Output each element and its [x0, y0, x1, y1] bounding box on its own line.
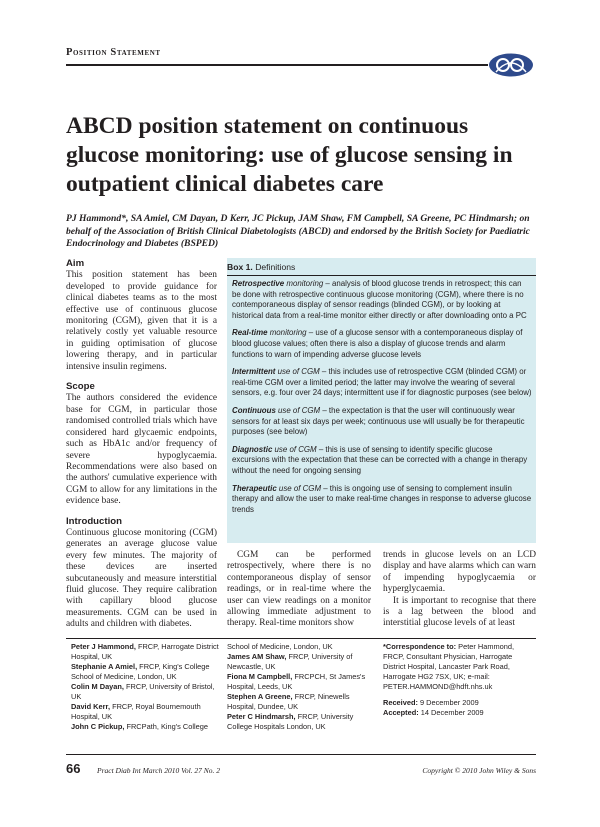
affiliation-entry: James AM Shaw, FRCP, University of Newcastle, UK — [227, 652, 353, 671]
copyright-notice: Copyright © 2010 John Wiley & Sons — [422, 766, 536, 775]
correspondence-column — [383, 642, 536, 718]
section-label: Position Statement — [66, 47, 161, 58]
definition-item — [232, 484, 532, 516]
right-column — [383, 550, 536, 630]
affiliation-entry: David Kerr, FRCP, Royal Bournemouth Hospital, UK — [71, 702, 201, 721]
correspondence: *Correspondence to: Peter Hammond, FRCP, Consultant Physician, Harrogate District Hospital, Lancaster Park Road, Harrogate HG2 7SX, UK; e-mail: PETER.HAMMOND@hdft.nhs.uk — [383, 642, 515, 691]
definition-term: Continuous — [232, 405, 276, 415]
received-date: Received: 9 December 2009 — [383, 698, 479, 707]
body-paragraph: It is important to recognise that there is a lag between the blood and interstitial glucose levels of at least — [383, 595, 536, 629]
box-title: Definitions — [255, 262, 296, 272]
body-paragraph: CGM can be performed retrospectively, where there is no contemporaneous display of sensor readings, or in real-time where the user can view readings on a monitor allowing immediate adjustment to therapy. Real-time monitors show — [227, 550, 371, 629]
affiliation-entry: Peter J Hammond, FRCP, Harrogate District Hospital, UK — [71, 642, 219, 661]
definition-text: – this is ongoing use of sensing to complement insulin therapy and allow the user to make real-time changes in response to adverse glucose trends — [232, 483, 532, 514]
box-label: Box 1. — [227, 262, 253, 272]
definition-text: – analysis of blood glucose trends in retrospect; this can be done with retrospective continuous glucose monitoring (CGM), where there is no contemporaneous display of sensor readings (blinded CGM), or by looking at historical data from a real-time monitor either directly or after downloading onto a PC — [232, 279, 527, 320]
definition-text: – this includes use of retrospective CGM (blinded CGM) or real-time CGM over a limited period; the latter may involve the wearing of several sensors, e.g. four over 24 days; intermittent use if for diagnostic purposes (see below) — [232, 367, 532, 398]
box-rule — [227, 275, 536, 276]
affiliation-entry: School of Medicine, London, UK — [227, 642, 333, 651]
definition-term: Therapeutic — [232, 483, 277, 493]
scope-text: The authors considered the evidence base for CGM, in particular those randomised controlled trials which have considered hard glycaemic endpoints, such as HbA1c and/or frequency of severe hypoglycaemia. Recommendations were also based on the authors' cumulative experience with CGM to allow for any limitations in the evidence base. — [66, 393, 217, 507]
page-number: 66 — [66, 761, 81, 776]
journal-citation: Pract Diab Int March 2010 Vol. 27 No. 2 — [97, 766, 221, 775]
definition-term-suffix: use of CGM — [275, 405, 321, 415]
definitions-box-heading — [227, 262, 295, 272]
affiliations-rule — [66, 638, 536, 639]
definition-term-suffix: use of CGM — [275, 367, 320, 377]
body-paragraph: trends in glucose levels on an LCD display and have alarms which can warn of impending hypoglycaemia or hyperglycaemia. — [383, 550, 536, 595]
definition-text: – this is use of sensing to identify specific glucose excursions with the expectation that these can be corrected with a change in therapy without the need for ongoing sensing — [232, 444, 528, 475]
definition-item — [232, 445, 532, 477]
definition-term-suffix: monitoring — [284, 279, 324, 288]
definition-term-suffix: use of CGM — [272, 444, 317, 454]
footer-rule — [66, 754, 536, 755]
article-title: ABCD position statement on continuous glucose monitoring: use of glucose sensing in outpatient clinical diabetes care — [66, 113, 513, 197]
definitions-list — [232, 279, 532, 522]
definition-item — [232, 406, 532, 438]
affiliation-entry: Stephen A Greene, FRCP, Ninewells Hospital, Dundee, UK — [227, 692, 350, 711]
header-rule — [66, 64, 488, 66]
introduction-text: Continuous glucose monitoring (CGM) generates an average glucose value every few minutes. The majority of these devices are inserted subcutaneously and measure interstitial fluid glucose. They require calibration with capillary blood glucose measurements. CGM can be used in adults and children with diabetes. — [66, 527, 217, 630]
definition-item — [232, 279, 532, 321]
definition-term-suffix: monitoring — [267, 328, 307, 338]
definition-term: Retrospective — [232, 279, 285, 288]
definition-item — [232, 328, 532, 360]
left-column — [66, 258, 217, 631]
affiliations-column-2 — [227, 642, 377, 732]
affiliation-entry: Stephanie A Amiel, FRCP, King's College School of Medicine, London, UK — [71, 662, 210, 681]
definition-term: Real-time — [232, 328, 268, 338]
author-list: PJ Hammond*, SA Amiel, CM Dayan, D Kerr, JC Pickup, JAM Shaw, FM Campbell, SA Greene, PC Hindmarsh; on behalf of the Association of British Clinical Diabetologists (ABCD) and endorsed by the British Society for Paediatric Endocrinology and Diabetes (BSPED) — [66, 213, 530, 249]
definition-term: Diagnostic — [232, 444, 273, 454]
affiliation-entry: Peter C Hindmarsh, FRCP, University College Hospitals London, UK — [227, 712, 354, 731]
introduction-heading: Introduction — [66, 515, 122, 527]
affiliation-entry: Colin M Dayan, FRCP, University of Bristol, UK — [71, 682, 215, 701]
journal-logo-icon — [488, 52, 534, 78]
affiliation-entry: John C Pickup, FRCPath, King's College — [71, 722, 208, 731]
definition-text: – use of a glucose sensor with a contemporaneous display of blood glucose values; often there is also a display of glucose trends and alarm functions to warn of impending adverse glucose levels — [232, 328, 523, 359]
accepted-date: Accepted: 14 December 2009 — [383, 708, 484, 717]
definition-term: Intermittent — [232, 367, 276, 377]
definition-item — [232, 367, 532, 399]
scope-heading: Scope — [66, 381, 95, 393]
affiliation-entry: Fiona M Campbell, FRCPCH, St James's Hospital, Leeds, UK — [227, 672, 366, 691]
definition-term-suffix: use of CGM — [276, 483, 322, 493]
definition-text: – the expectation is that the user will continuously wear sensors for at least six days per week; continuous use will usually be for therapeutic purposes (see below) — [232, 405, 525, 437]
aim-text: This position statement has been developed to provide guidance for clinical diabetes teams as to the most effective use of continuous glucose monitoring (CGM), given that it is a relatively costly yet valuable resource in guiding optimisation of glucose lowering therapy, and in particular intensive insulin regimens. — [66, 270, 217, 372]
affiliations-column-1 — [71, 642, 221, 732]
aim-heading: Aim — [66, 258, 85, 269]
